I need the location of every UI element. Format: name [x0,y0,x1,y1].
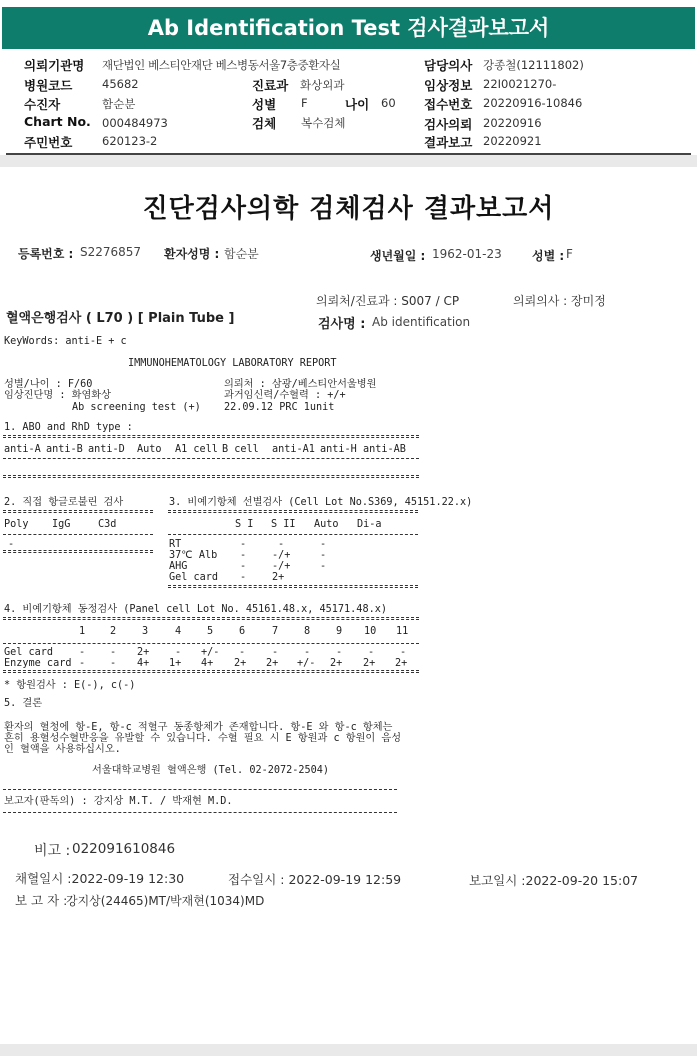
s3-cell: -/+ [272,561,291,572]
report-sex-label: 성별 : [532,249,565,263]
conclusion-line-3: 인 혈액을 사용하십시오. [4,744,121,755]
testname-value: Ab identification [372,315,471,329]
request-label: 검사의뢰 [424,117,473,132]
s4-cell: - [110,647,117,658]
conclusion-line-2: 흔히 용혈성수혈반응을 유발할 수 있습니다. 수혈 필요 시 E 항원과 c 항원이 음성 [4,733,402,744]
page-separator [0,155,697,167]
s2-value: - [8,539,15,550]
s1-header-2: anti-D [88,444,125,455]
s4-row-label: Gel card [4,647,54,658]
s1-rule-bottom [3,475,419,478]
s2-header-1: IgG [52,519,71,530]
s2-rule-top [3,510,153,513]
s4-header: 4 [175,626,182,637]
receive-time: 접수일시 : 2022-09-19 12:59 [228,872,402,887]
s3-rule-top [168,510,418,513]
lab-screening: Ab screening test (+) [72,402,201,413]
s4-cell: 2+ [137,647,150,658]
s4-cell: 2+ [395,658,408,669]
s4-cell: 1+ [169,658,182,669]
s4-cell: 2+ [363,658,376,669]
reg-value: S2276857 [80,245,142,259]
doctor-value: 강종철(12111802) [483,58,584,72]
patient-label: 수진자 [24,97,61,112]
bottom-bar [0,1044,697,1056]
doctor-text: 의뢰의사 : 장미정 [513,294,606,308]
s3-row-label: RT [169,539,182,550]
s4-cell: 2+ [266,658,279,669]
s4-rule-bottom [3,670,419,673]
lab-heading: IMMUNOHEMATOLOGY LABORATORY REPORT [128,358,337,369]
conclusion-line-1: 환자의 혈청에 항-E, 항-c 적혈구 동종항체가 존재합니다. 항-E 와 항-c 항체는 [4,722,393,733]
report-time: 보고일시 :2022-09-20 15:07 [469,873,639,888]
lab-reporter: 보고자(판독의) : 강지상 M.T. / 박재현 M.D. [4,796,233,807]
clinical-label: 임상정보 [424,78,473,93]
reporter-label: 보 고 자 : [15,893,68,908]
s3-cell: - [240,561,247,572]
dept-value: 화상외과 [300,78,345,92]
collect-time: 채혈일시 :2022-09-19 12:30 [15,871,185,886]
s4-header: 3 [142,626,149,637]
s1-header-6: anti-A1 [272,444,315,455]
note-label: 비고 : [34,843,71,859]
s4-header: 2 [110,626,117,637]
reporter-rule-top [3,789,397,790]
note-value: 022091610846 [72,841,176,857]
lab-diagnosis: 임상진단명 : 화염화상 [4,390,111,401]
s3-cell: - [320,561,327,572]
s3-header-1: S II [271,519,296,530]
id-value: 620123-2 [102,134,158,148]
s1-rule-top [3,435,419,438]
s4-cell: 4+ [137,658,150,669]
s4-header: 9 [336,626,343,637]
s4-cell: - [304,647,311,658]
lab-prc: 22.09.12 PRC 1unit [224,402,335,413]
name-label: 환자성명 : [164,247,220,261]
s4-header: 8 [304,626,311,637]
s3-cell: - [320,550,327,561]
s3-header-3: Di-a [357,519,382,530]
receipt-value: 20220916-10846 [483,96,583,110]
s4-header: 5 [207,626,214,637]
s2-rule-mid [3,534,153,535]
s4-cell: - [336,647,343,658]
s2-header-2: C3d [98,519,117,530]
s4-rule-mid [3,643,419,644]
lab-requester: 의뢰처 : 삼광/베스티안서울병원 [224,379,377,390]
s3-cell: - [240,550,247,561]
hospital-value: 재단법인 베스티안재단 베스병동서울7층중환자실 [102,58,341,72]
s1-rule-mid [3,458,419,459]
s4-cell: - [110,658,117,669]
reporter-rule-bottom [3,812,397,813]
title-banner [0,0,697,56]
keywords: KeyWords: anti-E + c [4,336,127,347]
s2-title: 2. 직접 항글로불린 검사 [4,497,124,508]
report-value: 20220921 [483,134,542,148]
doctor-label: 담당의사 [424,58,473,73]
s3-row-label: 37℃ Alb [169,550,218,561]
chart-value: 000484973 [102,116,168,130]
reporter-value: 강지상(24465)MT/박재현(1034)MD [66,894,265,908]
s3-cell: - [320,539,327,550]
specimen-value: 복수검체 [301,116,346,130]
report-title: 진단검사의학 검체검사 결과보고서 [142,194,555,224]
sex-value: F [301,96,308,110]
s1-header-4: A1 cell [175,444,218,455]
s4-cell: +/- [201,647,220,658]
id-label: 주민번호 [24,135,73,150]
s4-cell: - [79,647,86,658]
s4-header: 7 [272,626,279,637]
s1-header-8: anti-AB [363,444,406,455]
antigen-test: * 항원검사 : E(-), c(-) [4,680,136,691]
s4-cell: +/- [297,658,316,669]
s1-title: 1. ABO and RhD type : [4,422,133,433]
s4-cell: - [272,647,279,658]
s3-rule-bottom [168,585,418,588]
s4-header: 11 [396,626,409,637]
exam-title: 혈액은행검사 ( L70 ) [ Plain Tube ] [6,311,235,326]
s4-row-label: Enzyme card [4,658,72,669]
s4-rule-top [3,617,419,620]
s4-cell: 2+ [330,658,343,669]
hospital-label: 의뢰기관명 [24,58,85,73]
report-sex-value: F [566,247,573,261]
s3-row-label: Gel card [169,572,219,583]
s2-rule-bottom [3,550,153,553]
lab-hospital: 서울대학교병원 혈액은행 (Tel. 02-2072-2504) [92,765,330,776]
age-label: 나이 [345,97,370,112]
receipt-label: 접수번호 [424,97,473,112]
s5-title: 5. 결론 [4,698,43,709]
s4-header: 6 [239,626,246,637]
s3-header-2: Auto [314,519,339,530]
s2-header-0: Poly [4,519,29,530]
report-label: 결과보고 [424,135,473,150]
clinical-value: 22I0021270- [483,77,557,91]
s4-cell: 4+ [201,658,214,669]
request-value: 20220916 [483,116,542,130]
dob-label: 생년월일 : [370,249,426,263]
chart-label: Chart No. [24,114,91,129]
dept-text: 의뢰처/진료과 : S007 / CP [316,294,460,308]
dept-label: 진료과 [252,78,289,93]
lab-history: 과거임신력/수혈력 : +/+ [224,390,346,401]
s4-header: 1 [79,626,86,637]
s1-header-1: anti-B [46,444,83,455]
reg-label: 등록번호 : [18,247,74,261]
s4-cell: - [368,647,375,658]
patient-value: 함순분 [102,97,136,111]
sex-label: 성별 [252,97,277,112]
s1-header-7: anti-H [320,444,357,455]
age-value: 60 [381,96,396,110]
s4-cell: - [400,647,407,658]
s4-cell: - [79,658,86,669]
specimen-label: 검체 [252,116,277,131]
s3-rule-mid [168,534,418,535]
s4-cell: - [239,647,246,658]
s3-title: 3. 비예기항체 선별검사 (Cell Lot No.S369, 45151.22.x) [169,497,473,508]
s4-title: 4. 비예기항체 동정검사 (Panel cell Lot No. 45161.48.x, 45171.48.x) [4,604,387,615]
lab-sexage: 성별/나이 : F/60 [4,379,93,390]
s3-cell: - [240,572,247,583]
s4-header: 10 [364,626,377,637]
banner-title: Ab Identification Test 검사결과보고서 [2,7,695,49]
code-label: 병원코드 [24,78,73,93]
s1-header-0: anti-A [4,444,41,455]
s3-cell: - [278,539,285,550]
code-value: 45682 [102,77,139,91]
s3-cell: -/+ [272,550,291,561]
s1-header-3: Auto [137,444,162,455]
s3-cell: 2+ [272,572,285,583]
s1-header-5: B cell [222,444,259,455]
s3-header-0: S I [235,519,254,530]
dob-value: 1962-01-23 [432,247,502,261]
s3-cell: - [240,539,247,550]
s4-cell: 2+ [234,658,247,669]
s3-row-label: AHG [169,561,188,572]
s4-cell: - [175,647,182,658]
name-value: 함순분 [224,247,259,261]
testname-label: 검사명 : [318,317,366,332]
